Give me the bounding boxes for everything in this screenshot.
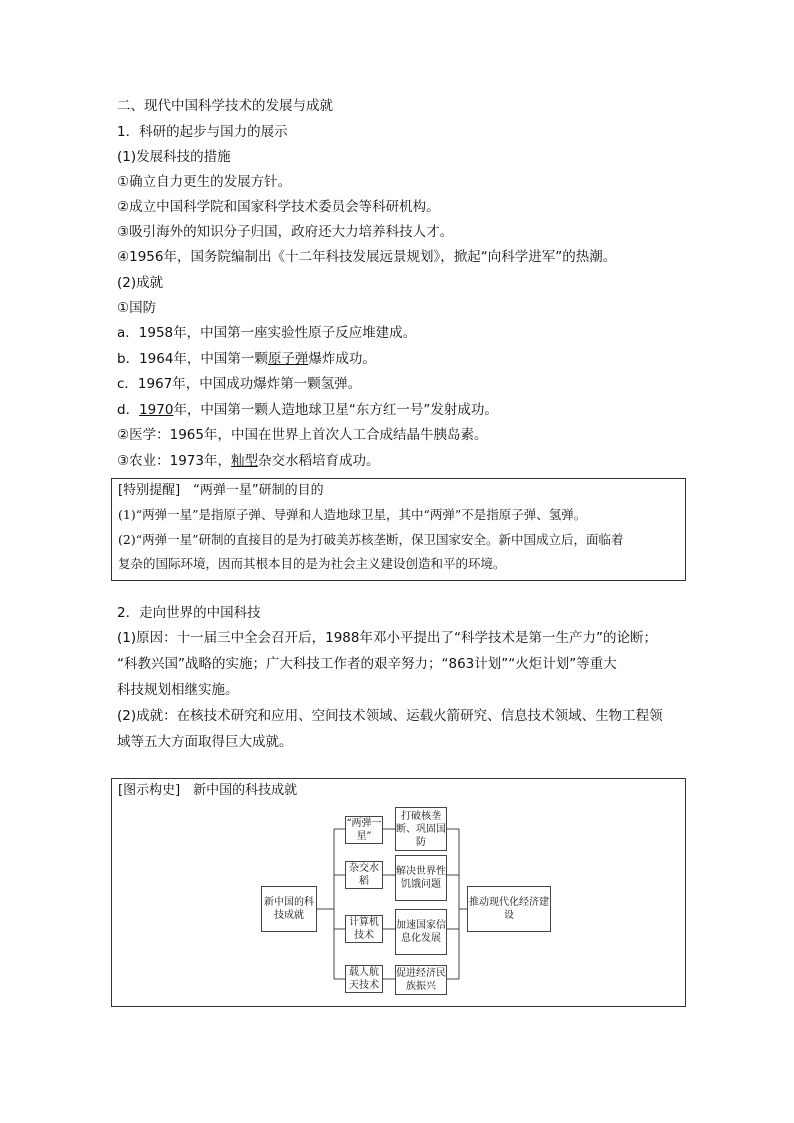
note-paragraph: 复杂的国际环境，因而其根本目的是为社会主义建设创造和平的环境。	[118, 556, 506, 571]
measure-item: ②成立中国科学院和国家科学技术委员会等科研机构。	[117, 199, 440, 215]
underlined-term: 籼型	[230, 453, 258, 469]
note-heading: [特别提醒] “两弹一星”研制的目的	[118, 483, 324, 498]
reason-text: “科教兴国”战略的实施；广大科技工作者的艰辛努力；“863计划”“火炬计划”等重大	[117, 656, 617, 672]
defense-item	[117, 400, 498, 420]
section-title: 二、现代中国科学技术的发展与成就	[117, 98, 333, 114]
measure-item: ④1956年，国务院编制出《十二年科技发展远景规划》，掀起“向科学进军”的热潮。	[117, 249, 617, 265]
underlined-term: 1970	[139, 402, 174, 418]
text-span: ③农业：1973年，	[117, 453, 231, 469]
special-note-box	[111, 478, 686, 581]
reason-text: (1)原因：十一届三中全会召开后，1988年邓小平提出了“科学技术是第一生产力”的论断；	[117, 630, 657, 646]
achievement-text: (2)成就：在核技术研究和应用、空间技术领域、运载火箭研究、信息技术领域、生物工程领	[117, 708, 663, 724]
tech-node: 计算机技术	[345, 915, 383, 943]
measure-item: ③吸引海外的知识分子归国，政府还大力培养科技人才。	[117, 224, 454, 240]
defense-item	[117, 349, 376, 369]
defense-item: a．1958年，中国第一座实验性原子反应堆建成。	[117, 325, 417, 341]
effect-node: 加速国家信息化发展	[395, 909, 447, 955]
defense-heading: ①国防	[117, 300, 157, 316]
diagram-heading: [图示构史] 新中国的科技成就	[118, 783, 298, 798]
achievement-text: 域等五大方面取得巨大成就。	[117, 734, 293, 750]
achievements-heading: (2)成就	[117, 275, 164, 291]
text-span: b．1964年，中国第一颗	[117, 351, 268, 367]
effect-node: 解决世界性饥饿问题	[395, 855, 447, 901]
subsection-title: 2．走向世界的中国科技	[117, 605, 261, 621]
defense-item: c．1967年，中国成功爆炸第一颗氢弹。	[117, 376, 362, 392]
text-span: d．	[117, 402, 140, 418]
reason-text: 科技规划相继实施。	[117, 682, 239, 698]
note-paragraph: (2)“两弹一星”研制的直接目的是为打破美苏核垄断，保卫国家安全。新中国成立后，面临着	[118, 532, 624, 547]
effect-node: 促进经济民族振兴	[395, 965, 447, 995]
tech-node: 载人航天技术	[345, 965, 383, 993]
result-node: 推动现代化经济建设	[467, 886, 551, 932]
measure-item: ①确立自力更生的发展方针。	[117, 174, 292, 190]
text-span: 杂交水稻培育成功。	[257, 453, 380, 469]
text-span: 年，中国第一颗人造地球卫星“东方红一号”发射成功。	[173, 402, 498, 418]
medicine-item: ②医学：1965年，中国在世界上首次人工合成结晶牛胰岛素。	[117, 427, 488, 443]
subsection-title: 1．科研的起步与国力的展示	[117, 124, 288, 140]
tech-node: “两弹一星”	[346, 818, 382, 842]
underlined-term: 原子弹	[267, 351, 309, 367]
text-span: 爆炸成功。	[308, 351, 376, 367]
tech-node: 杂交水稻	[345, 861, 383, 889]
note-paragraph: (1)“两弹一星”是指原子弹、导弹和人造地球卫星，其中“两弹”不是指原子弹、氢弹。	[118, 507, 587, 522]
agriculture-item	[117, 451, 379, 471]
center-node: 新中国的科技成就	[261, 886, 317, 932]
effect-node: 打破核垄断、巩固国防	[395, 807, 447, 851]
diagram-box	[111, 778, 686, 1007]
measures-heading: (1)发展科技的措施	[117, 149, 231, 165]
